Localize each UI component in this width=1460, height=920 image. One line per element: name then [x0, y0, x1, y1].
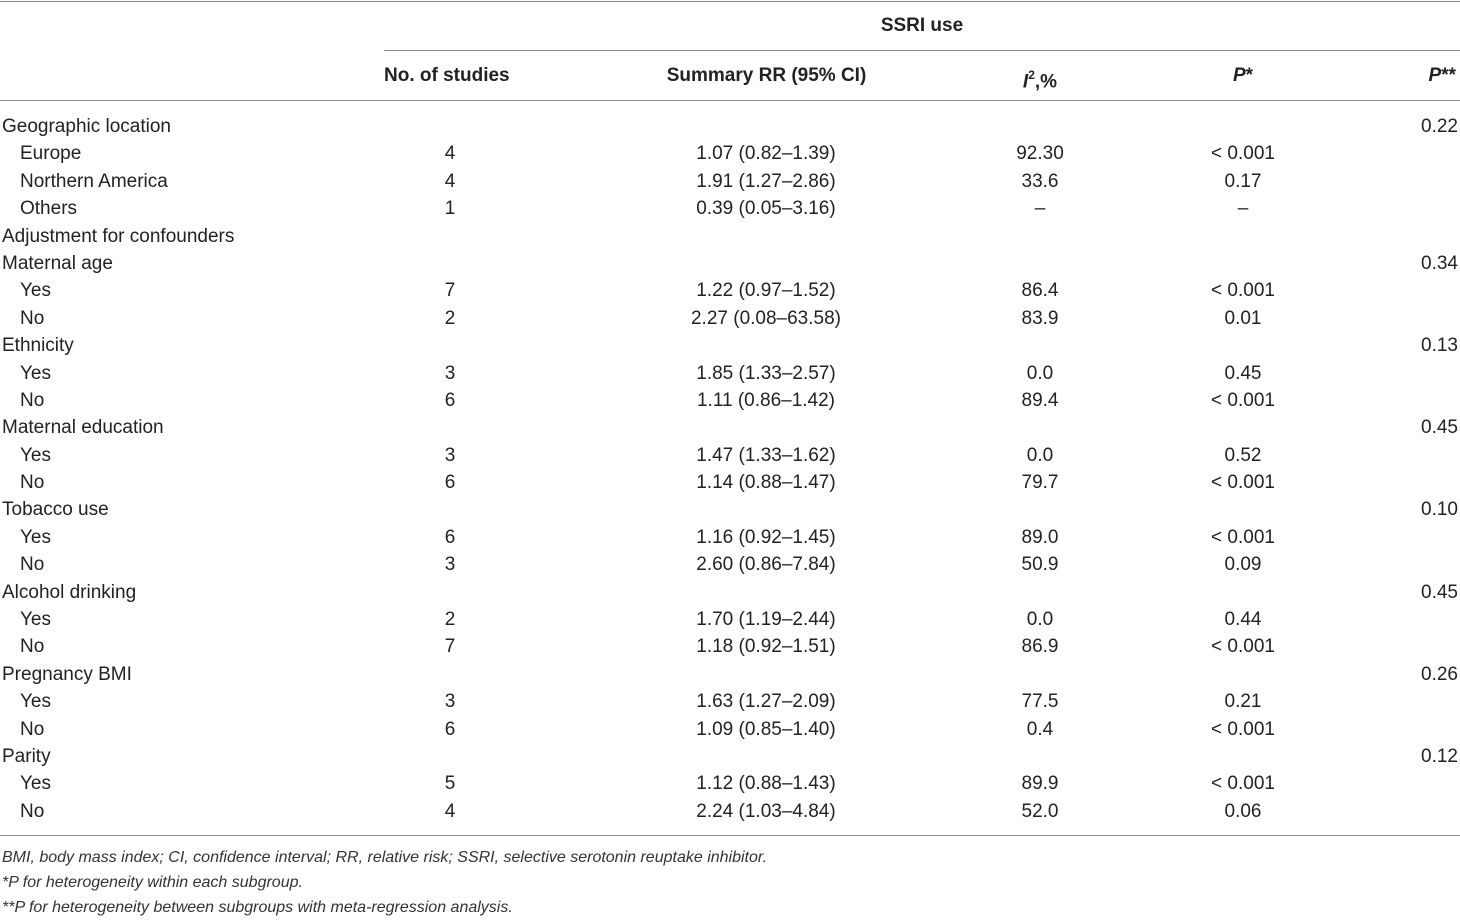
footnote-p-within: *P for heterogeneity within each subgroup.: [2, 874, 303, 891]
cell-p-between: 0.12: [1421, 745, 1458, 767]
cell-p-within: < 0.001: [1211, 636, 1275, 658]
row-label: Yes: [20, 609, 51, 631]
cell-i-squared: 86.4: [1021, 280, 1059, 302]
cell-p-within: –: [1237, 198, 1249, 220]
row-label: No: [20, 800, 45, 822]
row-label: No: [20, 718, 45, 740]
cell-p-within: < 0.001: [1211, 143, 1275, 165]
row-label: Northern America: [20, 170, 168, 192]
table-row: [0, 688, 1460, 715]
cell-no-of-studies: 3: [444, 554, 456, 576]
cell-no-of-studies: 7: [444, 280, 456, 302]
table-group-row: [0, 414, 1460, 441]
cell-summary-rr: 2.24 (1.03–4.84): [696, 800, 836, 822]
cell-i-squared: 79.7: [1021, 472, 1059, 494]
cell-no-of-studies: 6: [444, 526, 456, 548]
cell-p-within: < 0.001: [1211, 389, 1275, 411]
cell-p-within: 0.09: [1224, 554, 1262, 576]
row-label: Alcohol drinking: [2, 581, 137, 603]
cell-p-between: 0.13: [1421, 335, 1458, 357]
cell-p-between: 0.45: [1421, 581, 1458, 603]
cell-summary-rr: 1.63 (1.27–2.09): [696, 691, 836, 713]
cell-summary-rr: 0.39 (0.05–3.16): [696, 198, 836, 220]
cell-i-squared: 92.30: [1016, 143, 1064, 165]
cell-i-squared: 52.0: [1021, 800, 1059, 822]
cell-no-of-studies: 4: [444, 143, 456, 165]
cell-p-between: 0.10: [1421, 499, 1458, 521]
cell-summary-rr: 1.47 (1.33–1.62): [696, 444, 836, 466]
cell-no-of-studies: 3: [444, 691, 456, 713]
table-row: [0, 195, 1460, 222]
cell-i-squared: 0.0: [1026, 362, 1054, 384]
cell-p-within: < 0.001: [1211, 280, 1275, 302]
table-group-row: [0, 579, 1460, 606]
cell-p-within: < 0.001: [1211, 718, 1275, 740]
table-group-row: [0, 743, 1460, 770]
cell-p-within: 0.44: [1224, 609, 1262, 631]
cell-no-of-studies: 7: [444, 636, 456, 658]
row-label: No: [20, 554, 45, 576]
row-label: Maternal education: [2, 417, 164, 439]
cell-no-of-studies: 1: [444, 198, 456, 220]
header-no-of-studies: No. of studies: [384, 65, 510, 86]
header-p-within: [1143, 64, 1343, 88]
group-title: SSRI use: [880, 15, 964, 36]
row-label: Yes: [20, 526, 51, 548]
cell-p-within: < 0.001: [1211, 773, 1275, 795]
table-row: [0, 606, 1460, 633]
table-group-row: [0, 661, 1460, 688]
row-label: Yes: [20, 280, 51, 302]
cell-summary-rr: 1.85 (1.33–2.57): [696, 362, 836, 384]
cell-p-within: 0.45: [1224, 362, 1262, 384]
table-row: [0, 524, 1460, 551]
footnote-p-between: **P for heterogeneity between subgroups with meta-regression analysis.: [2, 899, 513, 916]
cell-summary-rr: 1.18 (0.92–1.51): [696, 636, 836, 658]
table-group-row: [0, 250, 1460, 277]
cell-i-squared: 33.6: [1021, 170, 1059, 192]
table-row: [0, 168, 1460, 195]
row-label: Maternal age: [2, 252, 113, 274]
cell-i-squared: –: [1034, 198, 1046, 220]
table-group-row: [0, 113, 1460, 140]
cell-summary-rr: 2.60 (0.86–7.84): [696, 554, 836, 576]
table-row: [0, 716, 1460, 743]
table-row: [0, 360, 1460, 387]
cell-i-squared: 0.0: [1026, 444, 1054, 466]
row-label: Yes: [20, 444, 51, 466]
cell-summary-rr: 1.14 (0.88–1.47): [696, 472, 836, 494]
cell-summary-rr: 1.09 (0.85–1.40): [696, 718, 836, 740]
cell-i-squared: 83.9: [1021, 307, 1059, 329]
header-rule: [0, 100, 1460, 101]
cell-i-squared: 0.4: [1026, 718, 1054, 740]
cell-summary-rr: 1.07 (0.82–1.39): [696, 143, 836, 165]
cell-i-squared: 77.5: [1021, 691, 1059, 713]
table-row: [0, 305, 1460, 332]
cell-p-within: 0.06: [1224, 800, 1262, 822]
group-rule: [384, 50, 1460, 51]
cell-i-squared: 50.9: [1021, 554, 1059, 576]
cell-summary-rr: 1.70 (1.19–2.44): [696, 609, 836, 631]
cell-p-within: 0.21: [1224, 691, 1262, 713]
table-row: [0, 770, 1460, 797]
row-label: Yes: [20, 773, 51, 795]
row-label: Yes: [20, 691, 51, 713]
cell-summary-rr: 1.91 (1.27–2.86): [696, 170, 836, 192]
footnote-abbreviations: BMI, body mass index; CI, confidence interval; RR, relative risk; SSRI, selective serotonin reuptake inhibitor.: [2, 849, 768, 866]
row-label: Pregnancy BMI: [2, 663, 132, 685]
cell-p-between: 0.22: [1421, 116, 1458, 137]
cell-i-squared: 89.0: [1021, 526, 1059, 548]
footnotes: [2, 845, 767, 920]
row-label: Yes: [20, 362, 51, 384]
row-label: Ethnicity: [2, 335, 74, 357]
cell-no-of-studies: 2: [444, 609, 456, 631]
cell-no-of-studies: 4: [444, 800, 456, 822]
table-group-row: [0, 496, 1460, 523]
table-row: [0, 798, 1460, 825]
cell-no-of-studies: 3: [444, 444, 456, 466]
cell-i-squared: 0.0: [1026, 609, 1054, 631]
header-p-between: [1429, 64, 1456, 88]
header-i-squared-suffix: ,%: [1034, 71, 1058, 93]
cell-p-within: 0.17: [1224, 170, 1262, 192]
row-label: No: [20, 307, 45, 329]
row-label: No: [20, 472, 45, 494]
top-rule: [0, 1, 1460, 2]
header-p-within-letter: P: [1232, 65, 1246, 86]
table-row: [0, 140, 1460, 167]
row-label: Tobacco use: [2, 499, 109, 521]
cell-summary-rr: 2.27 (0.08–63.58): [690, 307, 841, 329]
cell-no-of-studies: 6: [444, 718, 456, 740]
cell-i-squared: 89.9: [1021, 773, 1059, 795]
header-p-between-suffix: **: [1441, 65, 1456, 86]
table-group-row: [0, 332, 1460, 359]
table-group-row: [0, 223, 1460, 250]
cell-no-of-studies: 3: [444, 362, 456, 384]
table-row: [0, 442, 1460, 469]
cell-no-of-studies: 5: [444, 773, 456, 795]
cell-p-within: 0.52: [1224, 444, 1262, 466]
table-row: [0, 469, 1460, 496]
cell-no-of-studies: 2: [444, 307, 456, 329]
cell-i-squared: 89.4: [1021, 389, 1059, 411]
bottom-rule: [0, 835, 1460, 836]
cell-p-between: 0.26: [1421, 663, 1458, 685]
table-row: [0, 387, 1460, 414]
table-row: [0, 551, 1460, 578]
cell-no-of-studies: 6: [444, 389, 456, 411]
cell-p-within: < 0.001: [1211, 472, 1275, 494]
cell-summary-rr: 1.12 (0.88–1.43): [696, 773, 836, 795]
row-label: Europe: [20, 143, 82, 165]
cell-summary-rr: 1.11 (0.86–1.42): [696, 389, 836, 411]
cell-no-of-studies: 6: [444, 472, 456, 494]
header-p-within-suffix: *: [1245, 65, 1254, 86]
row-label: Geographic location: [2, 116, 171, 137]
row-label: Adjustment for confounders: [2, 225, 235, 247]
cell-p-between: 0.34: [1421, 252, 1458, 274]
header-p-between-letter: P: [1428, 65, 1442, 86]
table-row: [0, 277, 1460, 304]
header-i-squared-sup: 2: [1028, 68, 1035, 82]
header-i-squared: [940, 64, 1140, 94]
cell-p-within: < 0.001: [1211, 526, 1275, 548]
cell-p-between: 0.45: [1421, 417, 1458, 439]
cell-summary-rr: 1.22 (0.97–1.52): [696, 280, 836, 302]
table-row: [0, 633, 1460, 660]
row-label: Parity: [2, 745, 51, 767]
cell-summary-rr: 1.16 (0.92–1.45): [696, 526, 836, 548]
cell-p-within: 0.01: [1224, 307, 1262, 329]
header-summary-rr: Summary RR (95% CI): [666, 65, 867, 86]
cell-no-of-studies: 4: [444, 170, 456, 192]
cell-i-squared: 86.9: [1021, 636, 1059, 658]
header-i-squared-letter: I: [1022, 71, 1029, 93]
row-label: No: [20, 389, 45, 411]
row-label: Others: [20, 198, 78, 220]
table-body: [0, 113, 1460, 825]
row-label: No: [20, 636, 45, 658]
